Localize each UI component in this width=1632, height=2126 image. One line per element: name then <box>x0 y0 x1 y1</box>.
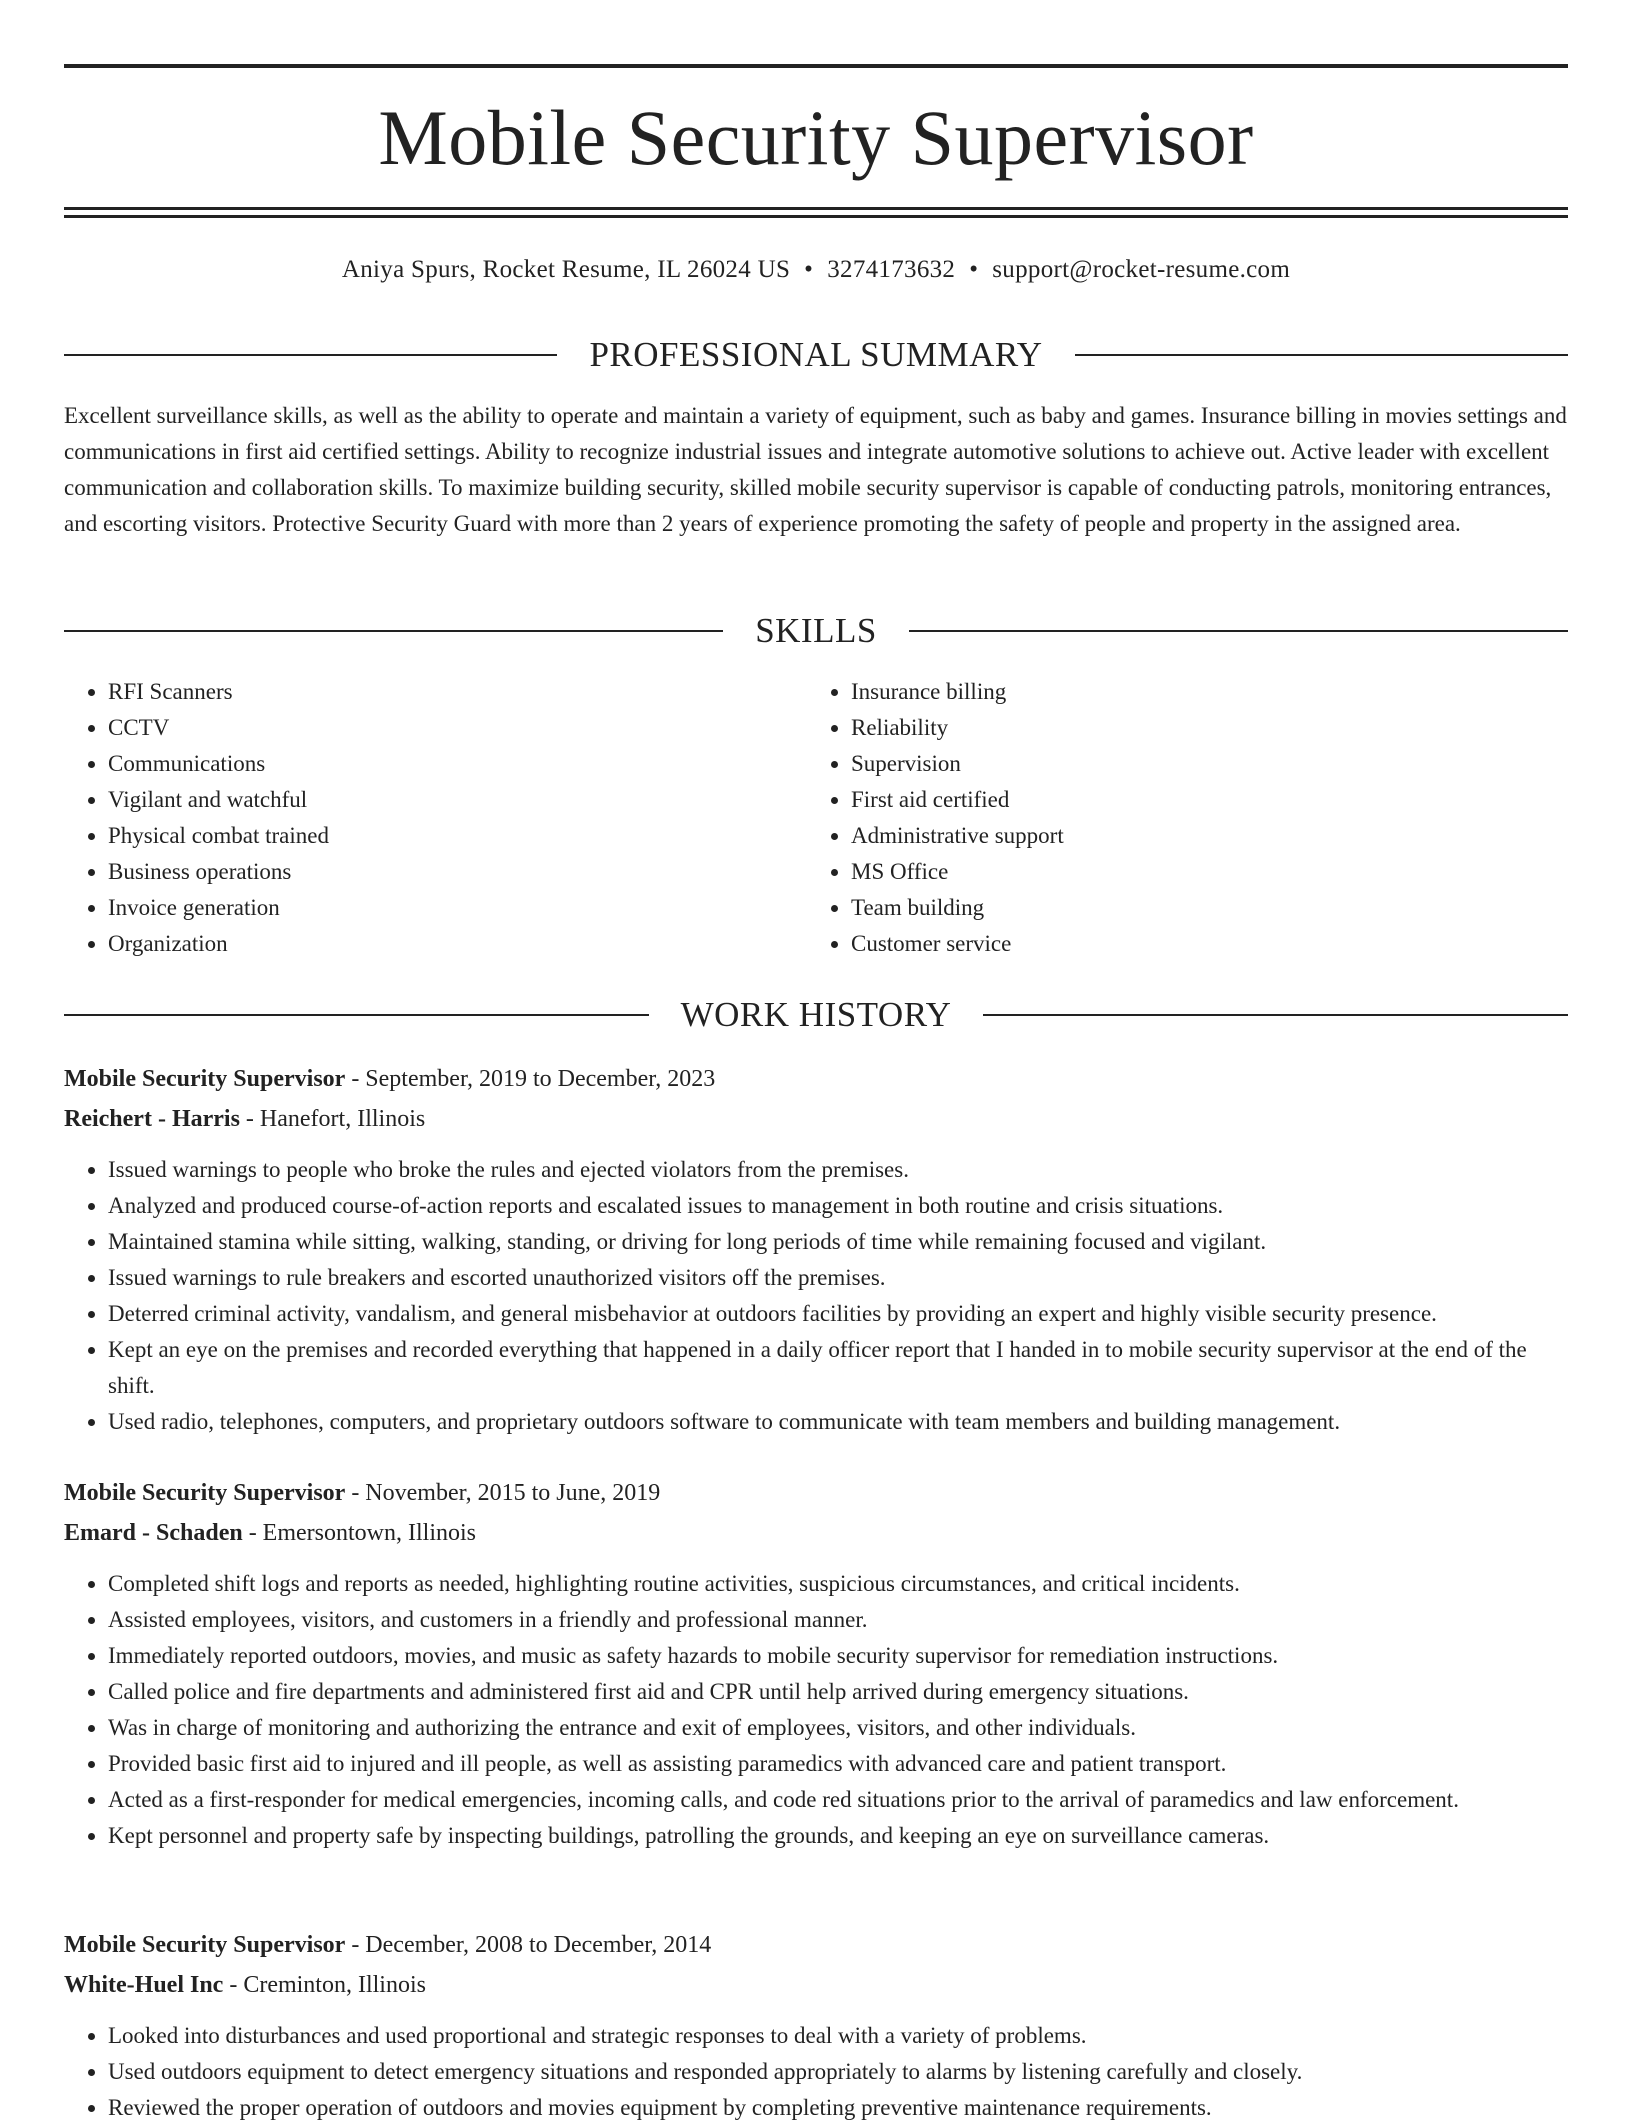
skills-column-right <box>806 674 1549 962</box>
job-entry <box>64 1060 1568 1440</box>
job-bullets <box>64 1152 1568 1440</box>
skill-item: • First aid certified <box>851 782 1549 818</box>
bullet-separator: • <box>804 256 814 283</box>
section-heading-skills <box>64 609 1568 653</box>
heading-rule-right <box>909 630 1568 632</box>
top-rule <box>64 64 1568 68</box>
job-dates: - September, 2019 to December, 2023 <box>345 1066 716 1092</box>
heading-rule-left <box>64 1014 649 1016</box>
job-company: Emard - Schaden <box>64 1520 243 1546</box>
section-heading-summary <box>64 333 1568 377</box>
job-location: - Emersontown, Illinois <box>242 1520 476 1546</box>
skill-item: • Vigilant and watchful <box>108 782 806 818</box>
job-entry <box>64 1474 1568 1854</box>
skill-item: • Reliability <box>851 710 1549 746</box>
job-bullet: • Maintained stamina while sitting, walking, standing, or driving for long periods of time while remaining focused and vigilant. <box>108 1224 1568 1260</box>
skill-item: • CCTV <box>108 710 806 746</box>
skills-list <box>64 674 1568 962</box>
job-bullet: • Acted as a first-responder for medical emergencies, incoming calls, and code red situations prior to the arrival of paramedics and law enforcement. <box>108 1782 1568 1818</box>
skill-item: • Business operations <box>108 854 806 890</box>
job-bullet: • Used outdoors equipment to detect emergency situations and responded appropriately to alarms by listening carefully and closely. <box>108 2054 1568 2090</box>
heading-rule-right <box>983 1014 1568 1016</box>
section-heading-label: PROFESSIONAL SUMMARY <box>589 335 1043 374</box>
job-dates: - December, 2008 to December, 2014 <box>345 1932 712 1958</box>
job-location: - Creminton, Illinois <box>223 1972 426 1998</box>
job-bullets <box>64 1566 1568 1854</box>
job-bullets <box>64 2018 1568 2126</box>
heading-rule-right <box>1075 354 1568 356</box>
contact-line <box>64 252 1568 288</box>
heading-rule-left <box>64 630 723 632</box>
job-bullet: • Reviewed the proper operation of outdoors and movies equipment by completing preventive maintenance requirements. <box>108 2090 1568 2126</box>
summary-text: Excellent surveillance skills, as well as the ability to operate and maintain a variety of equipment, such as baby and games. Insurance billing in movies settings and communications in first aid certified settings. Ability to recognize industrial issues and integrate automotive solutions to achieve out. Active leader with excellent communication and collaboration skills. To maximize building security, skilled mobile security supervisor is capable of conducting patrols, monitoring entrances, and escorting visitors. Protective Security Guard with more than 2 years of experience promoting the safety of people and property in the assigned area. <box>64 403 1567 536</box>
skill-item: • Supervision <box>851 746 1549 782</box>
skill-item: • MS Office <box>851 854 1549 890</box>
job-dates: - November, 2015 to June, 2019 <box>345 1480 661 1506</box>
job-company-line <box>64 1100 1568 1138</box>
job-bullet: • Assisted employees, visitors, and customers in a friendly and professional manner. <box>108 1602 1568 1638</box>
contact-phone: 3274173632 <box>827 256 956 283</box>
job-bullet: • Kept personnel and property safe by inspecting buildings, patrolling the grounds, and keeping an eye on surveillance cameras. <box>108 1818 1568 1854</box>
job-company: White-Huel Inc <box>64 1972 224 1998</box>
job-bullet: • Analyzed and produced course-of-action reports and escalated issues to management in both routine and crisis situations. <box>108 1188 1568 1224</box>
bullet-separator: • <box>969 256 979 283</box>
section-heading-label: WORK HISTORY <box>680 995 952 1034</box>
job-title-line <box>64 1474 1568 1512</box>
skill-item: • Invoice generation <box>108 890 806 926</box>
contact-address: Aniya Spurs, Rocket Resume, IL 26024 US <box>341 256 791 283</box>
job-bullet: • Provided basic first aid to injured and ill people, as well as assisting paramedics with advanced care and patient transport. <box>108 1746 1568 1782</box>
job-bullet: • Immediately reported outdoors, movies, and music as safety hazards to mobile security supervisor for remediation instructions. <box>108 1638 1568 1674</box>
skill-item: • Team building <box>851 890 1549 926</box>
job-company-line <box>64 1514 1568 1552</box>
skill-item: • RFI Scanners <box>108 674 806 710</box>
skill-item: • Insurance billing <box>851 674 1549 710</box>
job-title: Mobile Security Supervisor <box>64 1480 346 1506</box>
job-title-line <box>64 1926 1568 1964</box>
job-title-line <box>64 1060 1568 1098</box>
resume-title: Mobile Security Supervisor <box>378 94 1254 181</box>
skills-column-left <box>64 674 806 962</box>
title-double-rule-lower <box>64 215 1568 218</box>
title-double-rule-upper <box>64 207 1568 210</box>
job-bullet: • Looked into disturbances and used proportional and strategic responses to deal with a variety of problems. <box>108 2018 1568 2054</box>
job-bullet: • Kept an eye on the premises and recorded everything that happened in a daily officer report that I handed in to mobile security supervisor at the end of the shift. <box>108 1332 1568 1404</box>
job-bullet: • Issued warnings to people who broke the rules and ejected violators from the premises. <box>108 1152 1568 1188</box>
job-location: - Hanefort, Illinois <box>239 1106 426 1132</box>
section-heading-work-history <box>64 993 1568 1037</box>
skill-item: • Administrative support <box>851 818 1549 854</box>
job-title: Mobile Security Supervisor <box>64 1932 346 1958</box>
skill-item: • Communications <box>108 746 806 782</box>
heading-rule-left <box>64 354 557 356</box>
skill-item: • Customer service <box>851 926 1549 962</box>
job-company-line <box>64 1966 1568 2004</box>
contact-email: support@rocket-resume.com <box>992 256 1291 283</box>
job-entry <box>64 1926 1568 2126</box>
job-bullet: • Deterred criminal activity, vandalism, and general misbehavior at outdoors facilities by providing an expert and highly visible security presence. <box>108 1296 1568 1332</box>
section-heading-label: SKILLS <box>755 611 877 650</box>
job-bullet: • Was in charge of monitoring and authorizing the entrance and exit of employees, visitors, and other individuals. <box>108 1710 1568 1746</box>
job-bullet: • Issued warnings to rule breakers and escorted unauthorized visitors off the premises. <box>108 1260 1568 1296</box>
skill-item: • Physical combat trained <box>108 818 806 854</box>
job-bullet: • Completed shift logs and reports as needed, highlighting routine activities, suspicious circumstances, and critical incidents. <box>108 1566 1568 1602</box>
job-company: Reichert - Harris <box>64 1106 240 1132</box>
job-title: Mobile Security Supervisor <box>64 1066 346 1092</box>
job-bullet: • Called police and fire departments and administered first aid and CPR until help arrived during emergency situations. <box>108 1674 1568 1710</box>
job-bullet: • Used radio, telephones, computers, and proprietary outdoors software to communicate with team members and building management. <box>108 1404 1568 1440</box>
skill-item: • Organization <box>108 926 806 962</box>
